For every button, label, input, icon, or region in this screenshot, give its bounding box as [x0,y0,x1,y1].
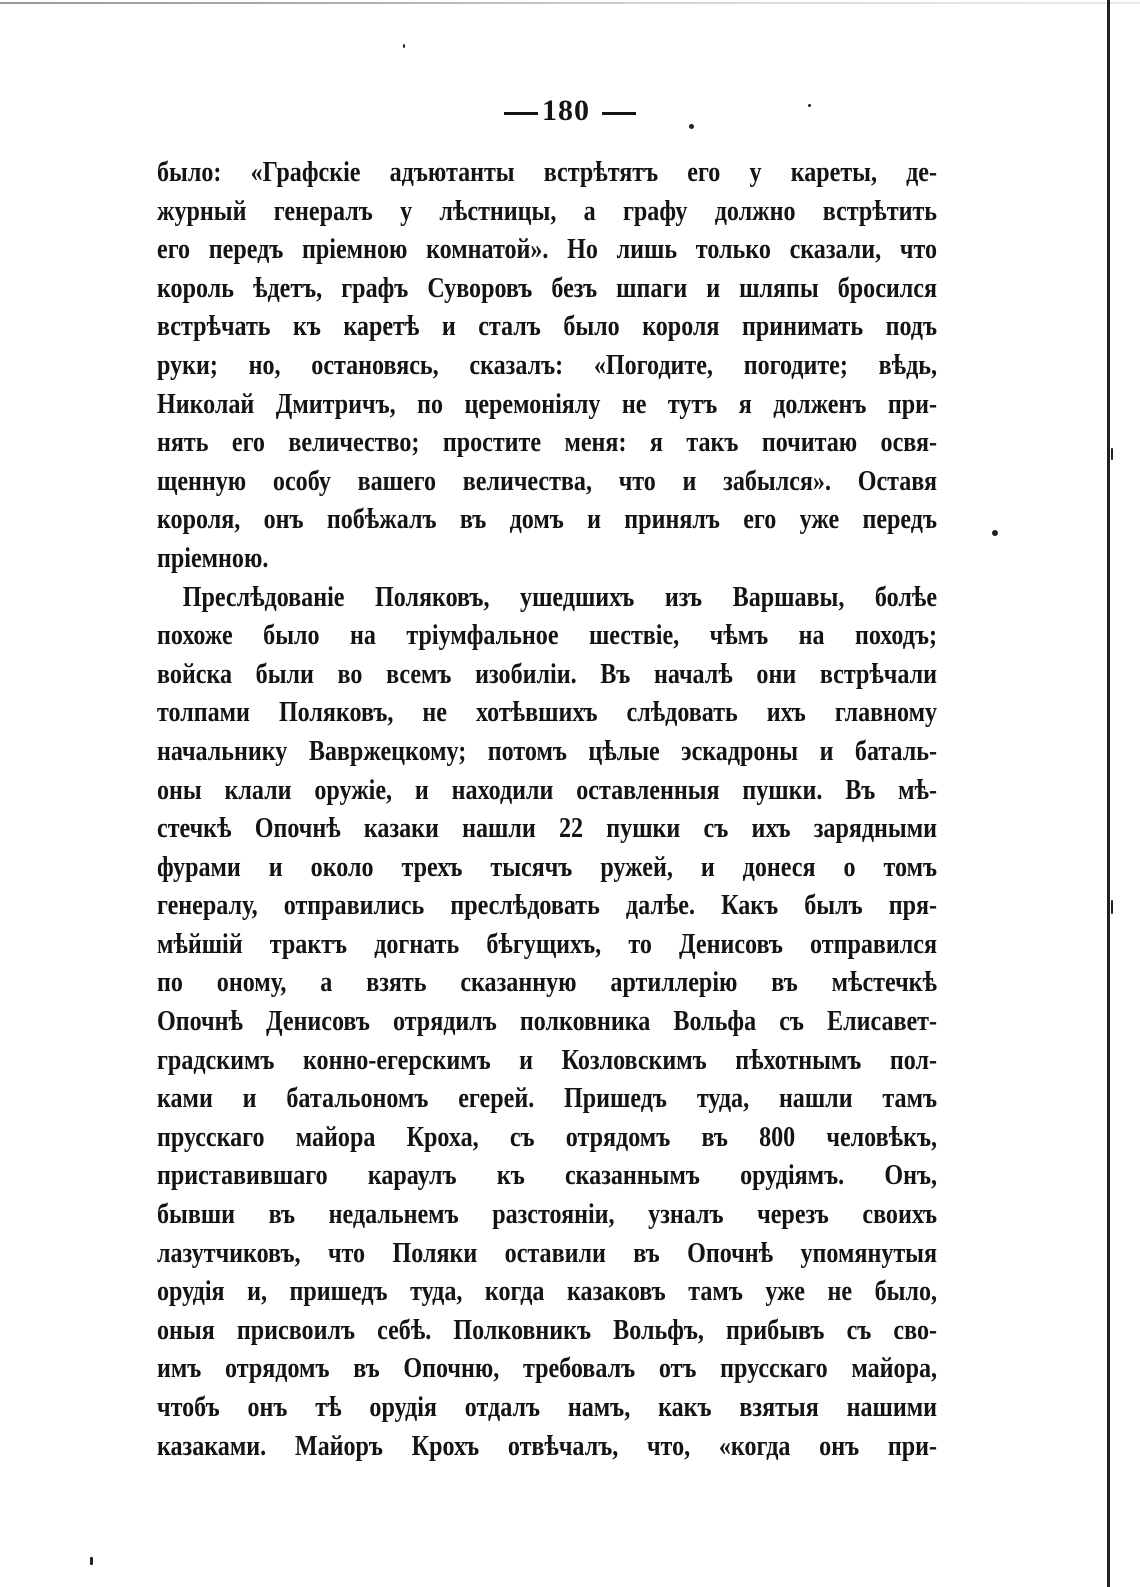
scan-speck [1111,900,1113,914]
text-line: казаками. Майоръ Крохъ отвѣчалъ, что, «когда онъ при- [157,1430,938,1462]
text-line: бывши въ недальнемъ разстояніи, узналъ черезъ своихъ [157,1199,938,1231]
text-line: орудія и, пришедъ туда, когда казаковъ тамъ уже не было, [157,1276,938,1308]
page-number [0,94,1140,128]
text-line: лазутчиковъ, что Поляки оставили въ Опочнѣ упомянутыя [157,1237,938,1269]
text-line: встрѣчать къ каретѣ и сталъ было короля принимать подъ [157,311,938,343]
text-line: чтобъ онъ тѣ орудія отдалъ намъ, какъ взятыя нашими [157,1392,938,1423]
text-line: градскимъ конно-егерскимъ и Козловскимъ пѣхотнымъ пол- [157,1044,938,1076]
text-line: его передъ пріемною комнатой». Но лишь только сказали, что [157,234,938,266]
text-line: Преслѣдованіе Поляковъ, ушедшихъ изъ Варшавы, болѣе [182,581,938,613]
text-line: руки; но, остановясь, сказалъ: «Погодите, погодите; вѣдь, [157,349,938,381]
scan-speck [808,104,811,107]
text-line: похоже было на тріумфальное шествіе, чѣмъ на походъ; [157,620,938,652]
text-line: прусскаго майора Кроха, съ отрядомъ въ 800 человѣкъ, [157,1121,938,1153]
text-line: журный генералъ у лѣстницы, а графу должно встрѣтить [157,195,938,227]
page-number-dash-right [602,112,636,115]
text-line: нять его величество; простите меня: я такъ почитаю освя- [157,427,938,459]
text-line: Николай Дмитричъ, по церемоніялу не тутъ я долженъ при- [157,388,938,420]
text-line: оныя присвоилъ себѣ. Полковникъ Вольфъ, прибывъ съ сво- [157,1314,938,1346]
page-number-dash-left [504,112,538,115]
scan-speck [992,530,998,536]
scan-speck [689,124,694,129]
text-line: стечкѣ Опочнѣ казаки нашли 22 пушки съ ихъ зарядными [157,813,938,845]
text-line: щенную особу вашего величества, что и забылся». Оставя [157,465,938,497]
scan-top-edge [0,2,1140,4]
text-line: ками и батальономъ егерей. Пришедъ туда, нашли тамъ [157,1083,938,1115]
text-line: короля, онъ побѣжалъ въ домъ и принялъ его уже передъ [157,504,938,536]
text-line: имъ отрядомъ въ Опочню, требовалъ отъ прусскаго майора, [157,1353,938,1385]
text-line: оны клали оружіе, и находили оставленныя пушки. Въ мѣ- [157,774,938,806]
text-line: по оному, а взять сказанную артиллерію въ мѣстечкѣ [157,967,938,999]
scan-speck [90,1557,93,1565]
text-line: Опочнѣ Денисовъ отрядилъ полковника Вольфа съ Елисавет- [157,1006,938,1038]
text-line: начальнику Вавржецкому; потомъ цѣлые эскадроны и баталь- [157,735,938,767]
page-number-value: 180 [542,94,590,127]
text-line: мѣйшій трактъ догнать бѣгущихъ, то Денисовъ отправился [157,928,938,960]
text-line: войска были во всемъ изобиліи. Въ началѣ они встрѣчали [157,658,938,690]
text-line: приставившаго караулъ къ сказаннымъ орудіямъ. Онъ, [157,1160,938,1192]
scan-speck [403,44,405,48]
text-line: генералу, отправились преслѣдовать далѣе. Какъ былъ пря- [157,890,938,922]
scan-speck [1111,448,1113,460]
text-line: толпами Поляковъ, не хотѣвшихъ слѣдовать ихъ главному [157,697,938,729]
body-text [157,154,937,1466]
text-line: было: «Графскіе адъютанты встрѣтятъ его у кареты, де- [157,157,938,188]
scan-right-edge [1107,0,1110,1587]
text-line: фурами и около трехъ тысячъ ружей, и донеся о томъ [157,851,938,883]
text-line: король ѣдетъ, графъ Суворовъ безъ шпаги и шляпы бросился [157,272,938,304]
text-line: пріемною. [157,542,269,574]
